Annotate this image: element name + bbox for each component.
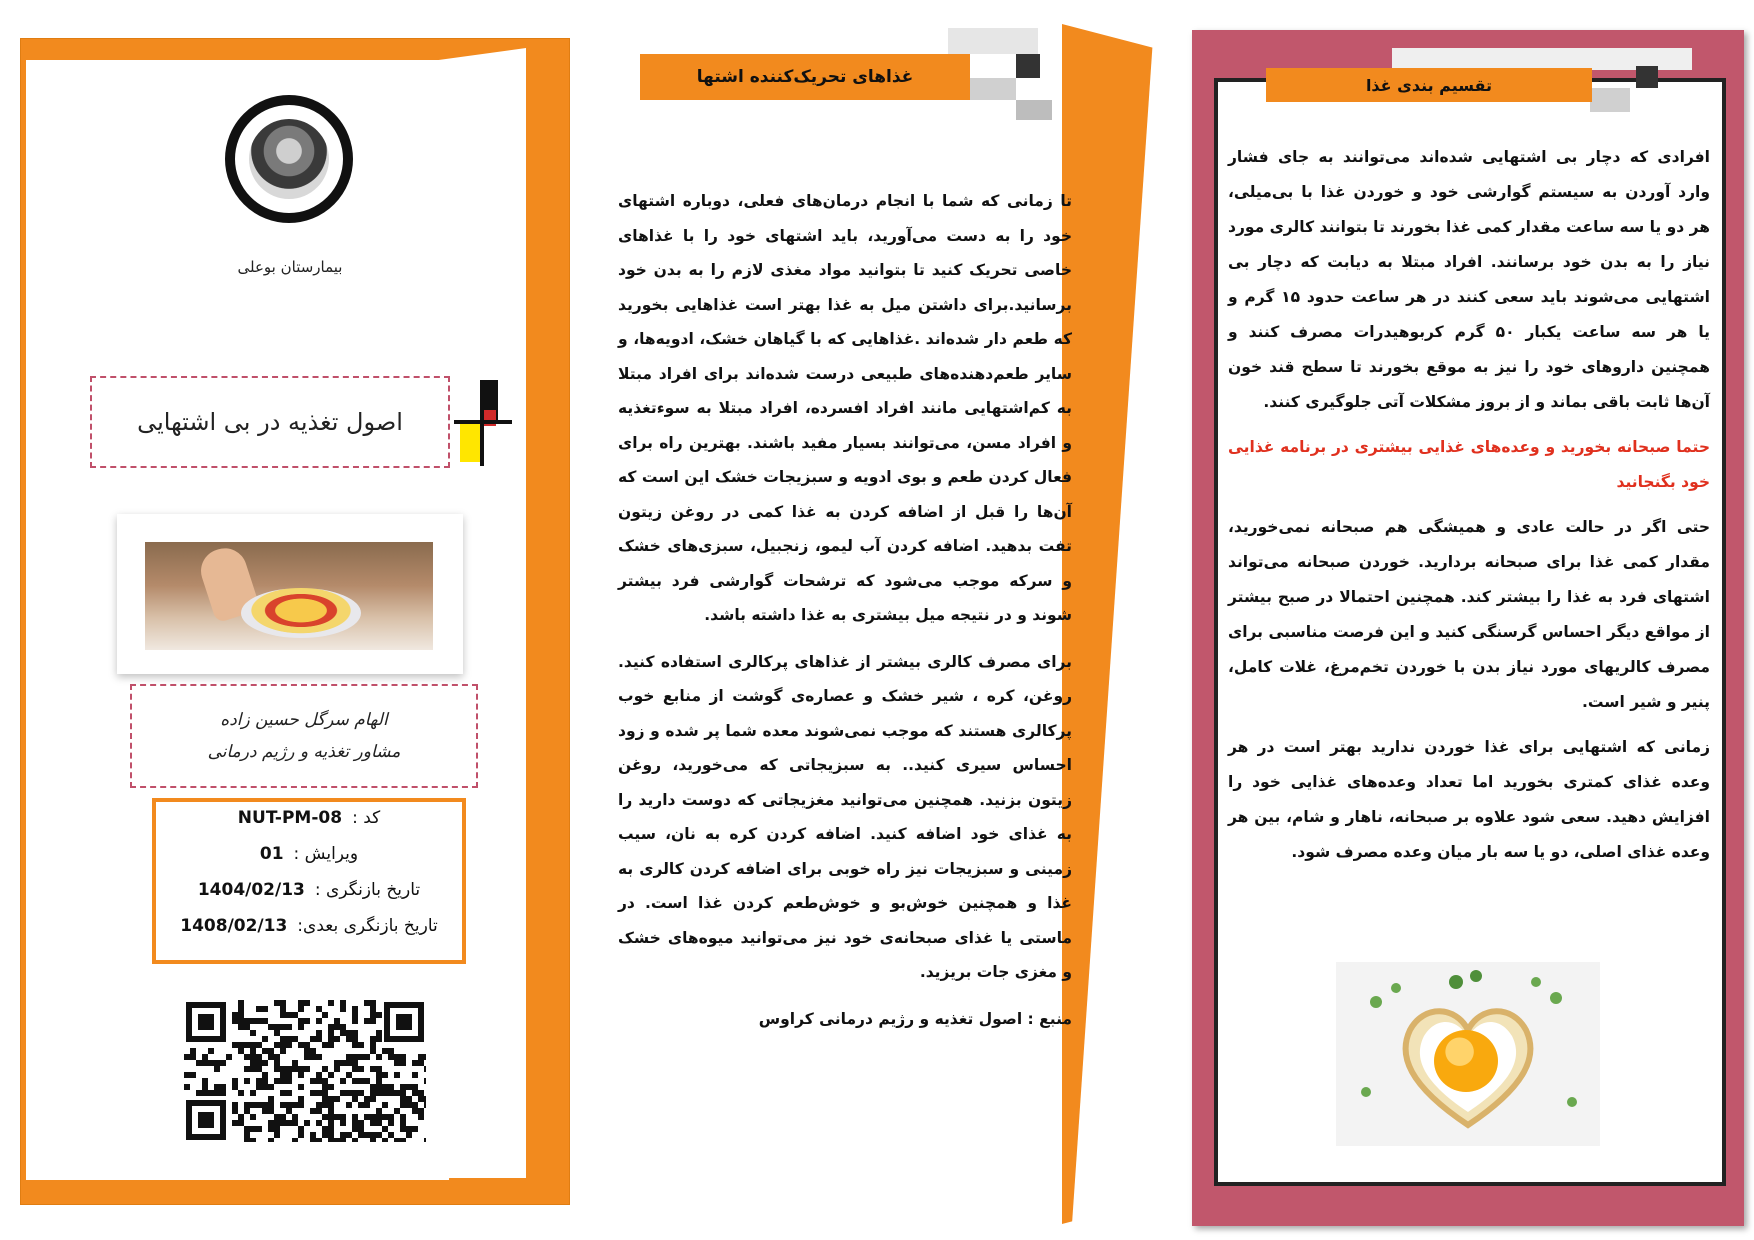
version-value: 01 [259, 844, 284, 864]
middle-paragraph-2: برای مصرف کالری بیشتر از غذاهای پرکالری استفاده کنید. روغن، کره ، شیر خشک و عصاره‌ی گوشت از منابع خوب پرکالری هستند که موجب نمی‌شوند معده شما پر شده و زود احساس سیری کنید.. به سبزیجاتی که می‌خورید، روغن زیتون بزنید. همچنین می‌توانید مغزیجاتی که دوست دارید را به غذای خود اضافه کنید. اضافه کردن کره به نان، سیب زمینی و سبزیجات نیز راه خوبی برای اضافه کردن کالری به غذا و همچنین خوش‌بو و خوش‌طعم کردن غذا است. در ماستی یا غذای صبحانه‌ی خود نیز می‌توانید میوه‌های خشک و مغزی جات بریزید. [618, 652, 1072, 981]
next-review-label: تاریخ بازنگری بعدی: [297, 916, 438, 936]
code-label: کد : [352, 808, 381, 828]
author-box [130, 684, 478, 788]
pixel-decoration [948, 28, 1038, 54]
pixel-decoration [1590, 88, 1630, 112]
document-code-box [152, 798, 466, 964]
right-section-body [1228, 140, 1710, 880]
middle-source: منبع : اصول تغذیه و رژیم درمانی کراوس [758, 1009, 1072, 1028]
right-section-header: تقسیم بندی غذا [1266, 68, 1592, 102]
pixel-decoration [1016, 100, 1052, 120]
right-highlight: حتما صبحانه بخورید و وعده‌های غذایی بیشتری در برنامه غذایی خود بگنجانید [1228, 438, 1710, 491]
version-row [156, 844, 462, 872]
pixel-decoration [970, 78, 1016, 100]
review-value: 1404/02/13 [197, 880, 305, 900]
right-paragraph-1: افرادی که دچار بی اشتهایی شده‌اند می‌توانند به جای فشار وارد آوردن به سیستم گوارشی خود و خوردن غذا با بی‌میلی، هر دو یا سه ساعت مقدار کمی غذا بخورند تا بتوانند کالری مورد نیاز را به بدن خود برسانند. افراد مبتلا به دیابت که دچار بی اشتهایی می‌شوند باید سعی کنند در هر ساعت حدود ۱۵ گرم و یا هر سه ساعت یکبار ۵۰ گرم کربوهیدرات مصرف کنند و همچنین داروهای خود را نیز به موقع بخورند تا سطح قند خون آن‌ها ثابت باقی بماند و از بروز مشکلات آتی جلوگیری کنند. [1228, 148, 1710, 411]
university-seal-icon [225, 95, 353, 223]
review-row [156, 880, 462, 908]
code-row [156, 808, 462, 836]
pixel-decoration [1016, 54, 1040, 78]
pixel-decoration [1636, 66, 1658, 88]
right-paragraph-2: حتی اگر در حالت عادی و همیشگی هم صبحانه نمی‌خورید، مقدار کمی غذا برای صبحانه بردارید. خوردن صبحانه می‌تواند اشتهای فرد به غذا را بیشتر کند. همچنین احتمالا در صبح بیشتر از مواقع دیگر احساس گرسنگی کنید و این فرصت مناسبی برای مصرف کالریهای مورد نیاز بدن با خوردن تخم‌مرغ، غلات کامل، پنیر و شیر است. [1228, 518, 1710, 711]
middle-paragraph-1: تا زمانی که شما با انجام درمان‌های فعلی، دوباره اشتهای خود را به دست می‌آورید، باید اشتهای خود را با غذاهای خاصی تحریک کنید تا بتوانید مواد مغذی لازم را به بدن خود برسانید.برای داشتن میل به غذا بهتر است غذاهایی بخورید که طعم دار شده‌اند .غذاهایی که با گیاهان خشک، ادویه‌ها، و سایر طعم‌دهنده‌های طبیعی درست شده‌اند برای افراد مبتلا به کم‌اشتهایی مانند افراد افسرده، افراد مبتلا به سوءتغذیه و افراد مسن، می‌توانند بسیار مفید باشند. بهترین راه برای فعال کردن طعم و بوی ادویه و سبزیجات خشک این است که آن‌ها را قبل از اضافه کردن به غذا کمی در روغن زیتون تفت بدهید. اضافه کردن آب لیمو، زنجبیل، سبزی‌های خشک و سرکه موجب می‌شود که ترشحات گوارشی فرد بیشتر شوند و در نتیجه میل بیشتری به غذا داشته باشد. [618, 192, 1072, 624]
middle-section-body [618, 184, 1072, 1048]
mondrian-decoration-icon [454, 380, 512, 466]
qr-code-icon[interactable] [184, 1000, 426, 1142]
brochure-title: اصول تغذیه در بی اشتهایی [137, 408, 403, 436]
heart-egg-photo [1336, 962, 1600, 1146]
version-label: ویرایش : [293, 844, 359, 864]
right-paragraph-3: زمانی که اشتهایی برای غذا خوردن ندارید بهتر است در هر وعده غذای کمتری بخورید اما تعداد وعده‌های غذایی خود را افزایش دهید. سعی شود علاوه بر صبحانه، ناهار و شام، بین هر وعده غذای اصلی، دو یا سه بار میان وعده مصرف شود. [1228, 738, 1710, 861]
cover-photo-card [117, 514, 463, 674]
middle-section-header: غذاهای تحریک‌کننده اشتها [640, 54, 970, 100]
hospital-name: بیمارستان بوعلی [237, 258, 343, 276]
brochure-title-box [90, 376, 450, 468]
author-role: مشاور تغذیه و رژیم درمانی [207, 742, 401, 762]
code-value: NUT-PM-08 [237, 808, 343, 828]
next-review-row [156, 916, 462, 944]
review-label: تاریخ بازنگری : [314, 880, 421, 900]
refusing-food-photo [145, 542, 433, 650]
next-review-value: 1408/02/13 [180, 916, 288, 936]
author-name: الهام سرگل حسین زاده [220, 710, 388, 730]
